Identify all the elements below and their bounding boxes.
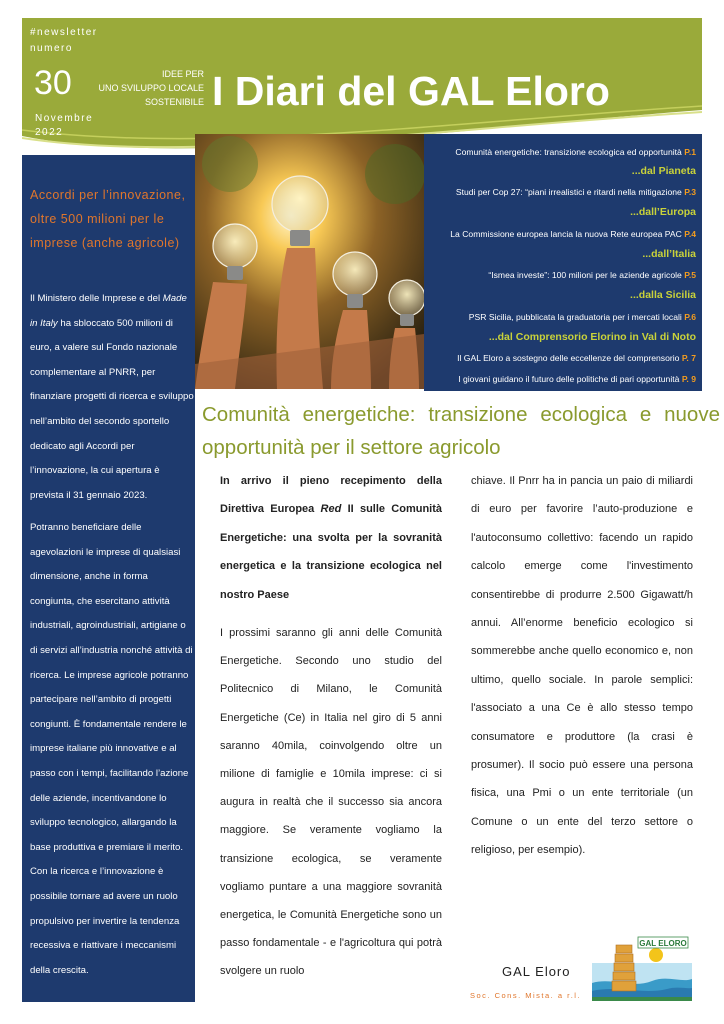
toc-entry-text: Il GAL Eloro a sostegno delle eccellenze del comprensorio (457, 353, 682, 363)
toc-entry-text: PSR Sicilia, pubblicata la graduatoria per i mercati locali (468, 312, 685, 322)
toc-section-europa: ...dall’Europa (630, 206, 696, 218)
subtitle-line-3: SOSTENIBILE (144, 97, 204, 107)
issue-year: 2022 (35, 127, 64, 138)
toc-page-number: P.6 (684, 312, 696, 322)
toc-entry-3[interactable] (450, 229, 696, 239)
tagline-line-2: numero (30, 43, 73, 54)
toc-entry-text: I giovani guidano il futuro delle politiche di pari opportunità (458, 374, 682, 384)
lead-text-a: In arrivo il pieno recepimento della Direttiva Europea (220, 475, 442, 516)
main-article-body-column-2: chiave. Il Pnrr ha in pancia un paio di miliardi di euro per favorire l’auto-produzione e l'autoconsumo collettivo: facendo un rapido calcolo emerge come l'investimento consentirebbe di produrre 2.500 Gigawatt/h annui. All’enorme beneficio ecologico si sommerebbe anche quello economico e, non ultimo, quello sociale. In parole semplici: l'associato a una Ce è allo stesso tempo consumatore e produttore (la crasi è prosumer). Il socio può essere una persona fisica, una Pmi o un ente territoriale (un Comune o un ente del terzo settore o religioso, per esempio). (471, 475, 693, 857)
issue-number: 30 (34, 64, 72, 102)
toc-section-sicilia: ...dalla Sicilia (630, 289, 696, 301)
lead-text-b: II sulle Comunità Energetiche: una svolta per la sovranità energetica e la transizione ecologica nel nostro Paese (220, 503, 442, 601)
signature-name: GAL Eloro (502, 964, 571, 979)
toc-entry-7[interactable] (458, 374, 696, 384)
sidebar-paragraph-2: Potranno beneficiare delle agevolazioni le imprese di qualsiasi dimensione, anche in forma congiunta, che esercitano attività industriali, agroindustriali, artigiane o di servizi all’industria nonché attività di ricerca. Le imprese agricole potranno partecipare nell’ambito di progetti congiunti. È fondamentale rendere le imprese italiane più innovative e al passo con i tempi, facilitando l’azione delle aziende, incentivandone lo sviluppo tecnologico, allargando la base produttiva e premiare il merito. Con la ricerca e l’innovazione è possibile tornare ad avere un ruolo propulsivo per invertire la tendenza recessiva e riattivare i meccanismi della crescita. (30, 522, 193, 976)
toc-entry-4[interactable] (488, 270, 696, 280)
toc-entry-2[interactable] (456, 187, 696, 197)
main-article-lead (220, 467, 442, 609)
newsletter-tagline (30, 25, 98, 57)
toc-entry-text: “Ismea investe”: 100 milioni per le aziende agricole (488, 270, 685, 280)
toc-section-pianeta: ...dal Pianeta (631, 165, 696, 177)
toc-entry-1[interactable] (455, 147, 696, 157)
sidebar-p1-text-b: ha sbloccato 500 milioni di euro, a valere sul Fondo nazionale complementare al PNRR, per finanziare progetti di ricerca e sviluppo nell’ambito del secondo sportello dedicato agli Accordi per l’innovazione, la cui apertura è prevista il 31 gennaio 2023. (30, 317, 194, 501)
toc-page-number: P. 7 (681, 353, 696, 363)
sidebar-article-title: Accordi per l’innovazione, oltre 500 milioni per le imprese (anche agricole) (30, 188, 186, 250)
signature-company-type: Soc. Cons. Mista. a r.l. (470, 991, 582, 1000)
toc-page-number: P.4 (684, 229, 696, 239)
issue-month: Novembre (35, 113, 94, 124)
toc-entry-text: La Commissione europea lancia la nuova Rete europea PAC (450, 229, 685, 239)
subtitle-line-1: IDEE PER (161, 69, 204, 79)
toc-page-number: P.3 (684, 187, 696, 197)
lead-italic: Red (320, 503, 342, 516)
table-of-contents (424, 134, 702, 391)
sidebar-article (22, 155, 195, 1002)
gal-eloro-logo (592, 933, 692, 1001)
sidebar-p1-italic: Made in Italy (30, 293, 187, 329)
main-article-body-column-1: I prossimi saranno gli anni delle Comunità Energetiche. Secondo uno studio del Politecnico di Milano, le Comunità Energetiche (Ce) in Italia nel giro di 5 anni saranno 40mila, coinvolgendo oltre un milione di famiglie e 10mila imprese: ci si augura in realtà che il successo sia ancora maggiore. Se veramente vogliamo la transizione ecologica, se veramente vogliamo puntare a una maggiore sovranità energetica, le Comunità Energetiche sono un passo fondamentale - e l'agricoltura qui potrà svolgere un ruolo (220, 627, 442, 978)
svg-text:GAL ELORO: GAL ELORO (639, 939, 687, 948)
sidebar-p1-text-a: Il Ministero delle Imprese e del (30, 293, 163, 304)
toc-page-number: P. 9 (681, 374, 696, 384)
masthead-subtitle (94, 67, 204, 109)
main-article-title: Comunità energetiche: transizione ecologica e nuove opportunità per il settore agricolo (202, 403, 720, 459)
toc-entry-6[interactable] (457, 353, 696, 363)
toc-page-number: P.1 (684, 147, 696, 157)
subtitle-line-2: UNO SVILUPPO LOCALE (98, 83, 204, 93)
toc-entry-text: Studi per Cop 27: “piani irrealistici e ritardi nella mitigazione (455, 187, 685, 197)
sidebar-paragraph-1 (30, 287, 194, 508)
lightbulbs-photo (195, 134, 424, 389)
newsletter-title: I Diari del GAL Eloro (212, 68, 610, 114)
toc-entry-5[interactable] (469, 312, 696, 322)
tagline-line-1: #newsletter (30, 27, 98, 38)
issue-date (35, 112, 93, 140)
toc-entry-text: Comunità energetiche: transizione ecologica ed opportunità (455, 147, 685, 157)
toc-section-italia: ...dall’Italia (642, 248, 696, 260)
toc-page-number: P.5 (684, 270, 696, 280)
toc-section-comprensorio: ...dal Comprensorio Elorino in Val di Noto (488, 331, 696, 343)
